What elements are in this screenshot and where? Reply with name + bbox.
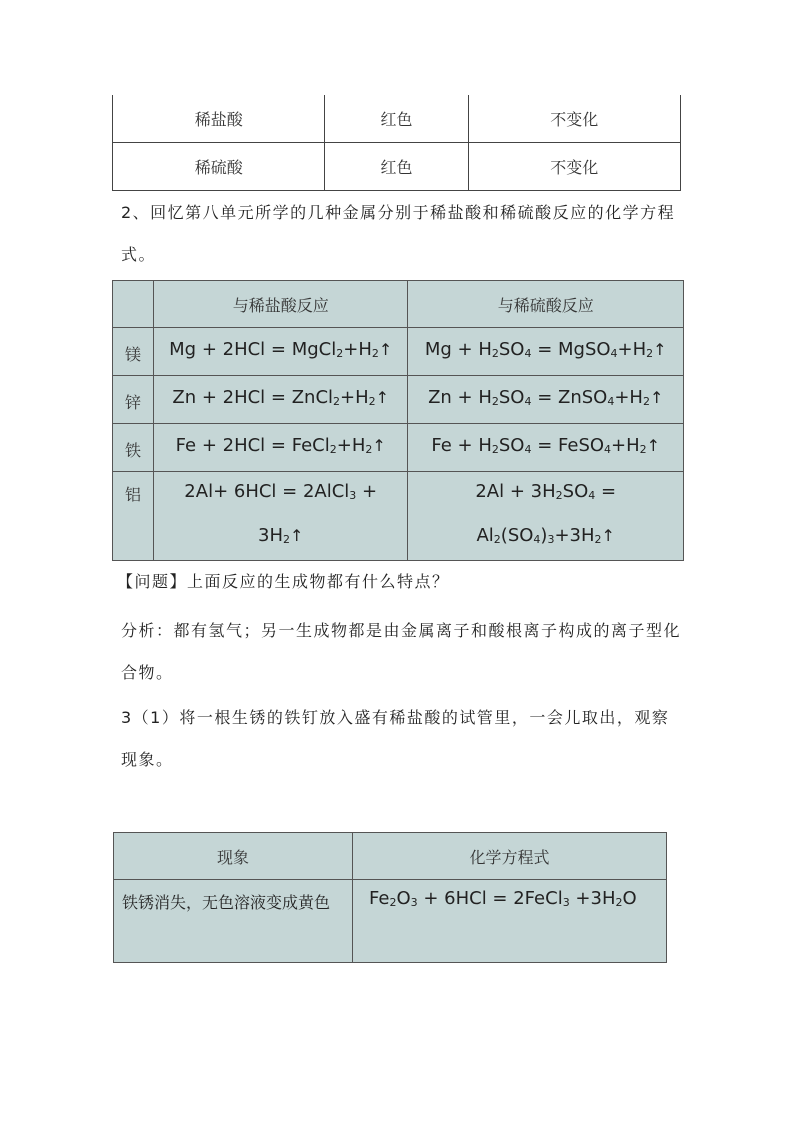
problem-text: 【问题】上面反应的生成物都有什么特点？ bbox=[117, 572, 450, 591]
analysis-text: 分析：都有氢气；另一生成物都是由金属离子和酸根离子构成的离子型化合物。 bbox=[121, 621, 682, 682]
header-cell-equation: 化学方程式 bbox=[353, 833, 667, 880]
indicator-table bbox=[112, 95, 681, 191]
table-row-fe bbox=[113, 424, 684, 472]
table-row-zn bbox=[113, 376, 684, 424]
table-cell: 不变化 bbox=[468, 95, 680, 143]
table-header-row bbox=[114, 833, 667, 880]
metal-cell: 锌 bbox=[113, 376, 154, 424]
question-3-text: 3（1）将一根生锈的铁钉放入盛有稀盐酸的试管里，一会儿取出，观察现象。 bbox=[121, 708, 670, 769]
equation-cell: $2Al + 3H_2SO_4$ = $Al_2(SO_4)_3+3H_2↑$ bbox=[408, 472, 684, 561]
table-cell: 稀硫酸 bbox=[113, 143, 325, 191]
equation-cell: $Zn + 2HCl = ZnCl_2+H_2↑$ bbox=[154, 376, 408, 424]
table-cell: 不变化 bbox=[468, 143, 680, 191]
rust-reaction-table bbox=[113, 832, 667, 963]
table-cell: 稀盐酸 bbox=[113, 95, 325, 143]
table-row bbox=[114, 880, 667, 963]
header-cell-h2so4: 与稀硫酸反应 bbox=[408, 281, 684, 328]
table-row bbox=[113, 95, 681, 143]
question-2-text: 2、回忆第八单元所学的几种金属分别于稀盐酸和稀硫酸反应的化学方程式。 bbox=[121, 203, 676, 264]
header-cell-hcl: 与稀盐酸反应 bbox=[154, 281, 408, 328]
equation-cell: $Fe + 2HCl = FeCl_2+H_2↑$ bbox=[154, 424, 408, 472]
equation-cell: $Zn + H_2SO_4$ = $ZnSO_4+H_2↑$ bbox=[408, 376, 684, 424]
metal-acid-reaction-table bbox=[112, 280, 684, 561]
table-cell: 红色 bbox=[325, 95, 468, 143]
equation-cell: 2Al+ 6HCl = 2AlCl$_3$ + $3H_2↑$ bbox=[154, 472, 408, 561]
table-header-row bbox=[113, 281, 684, 328]
header-cell-empty bbox=[113, 281, 154, 328]
equation-cell: $Mg + 2HCl = MgCl_2+H_2↑$ bbox=[154, 328, 408, 376]
equation-cell: $Fe + H_2SO_4$ = $FeSO_4+H_2↑$ bbox=[408, 424, 684, 472]
observation-cell: 铁锈消失，无色溶液变成黄色 bbox=[114, 880, 353, 963]
equation-cell: $Fe_2O_3 + 6HCl$ = 2FeCl$_3$ $+3H_2O$ bbox=[353, 880, 667, 963]
equation-cell: $Mg + H_2SO_4$ = $MgSO_4+H_2↑$ bbox=[408, 328, 684, 376]
table-cell: 红色 bbox=[325, 143, 468, 191]
metal-cell: 铝 bbox=[113, 472, 154, 561]
header-cell-observation: 现象 bbox=[114, 833, 353, 880]
table-row-al bbox=[113, 472, 684, 561]
table-row-mg bbox=[113, 328, 684, 376]
table-row bbox=[113, 143, 681, 191]
metal-cell: 镁 bbox=[113, 328, 154, 376]
metal-cell: 铁 bbox=[113, 424, 154, 472]
